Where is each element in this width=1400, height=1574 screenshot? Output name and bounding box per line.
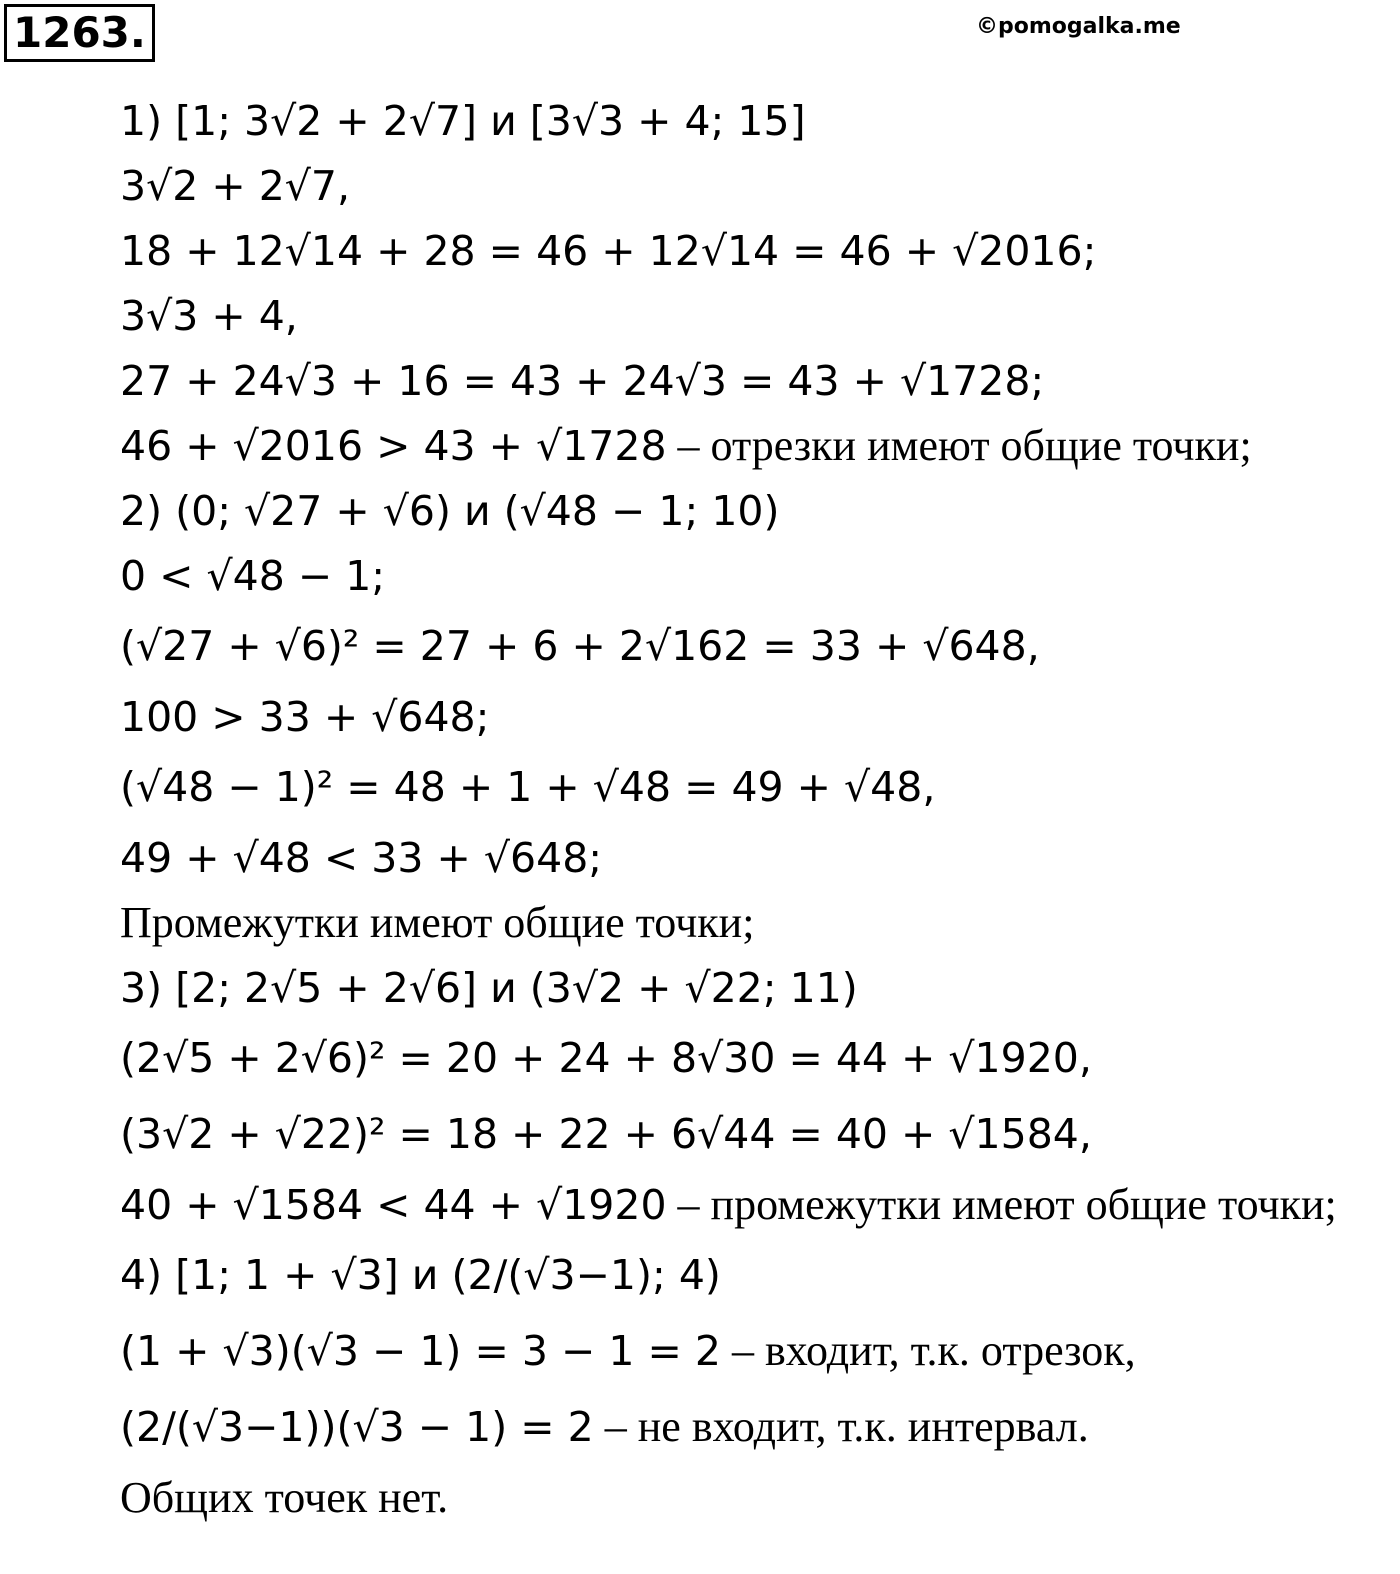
solution-line-11: (√48 − 1)² = 48 + 1 + √48 = 49 + √48, bbox=[120, 763, 936, 811]
solution-line-2: 3√2 + 2√7, bbox=[120, 162, 351, 210]
solution-content bbox=[120, 88, 1400, 1530]
solution-line-10: 100 > 33 + √648; bbox=[120, 693, 490, 741]
solution-line-6: 46 + √2016 > 43 + √1728 – отрезки имеют общие точки; bbox=[120, 421, 1252, 470]
solution-line-9: (√27 + √6)² = 27 + 6 + 2√162 = 33 + √648, bbox=[120, 622, 1040, 670]
solution-line-12: 49 + √48 < 33 + √648; bbox=[120, 834, 603, 882]
solution-line-3: 18 + 12√14 + 28 = 46 + 12√14 = 46 + √2016; bbox=[120, 227, 1097, 275]
solution-line-13: Промежутки имеют общие точки; bbox=[120, 898, 755, 947]
solution-line-19: (1 + √3)(√3 − 1) = 3 − 1 = 2 – входит, т.к. отрезок, bbox=[120, 1326, 1136, 1375]
solution-line-15: (2√5 + 2√6)² = 20 + 24 + 8√30 = 44 + √1920, bbox=[120, 1034, 1092, 1082]
watermark: ©pomogalka.me bbox=[976, 14, 1181, 39]
solution-line-5: 27 + 24√3 + 16 = 43 + 24√3 = 43 + √1728; bbox=[120, 357, 1045, 405]
solution-line-14: 3) [2; 2√5 + 2√6] и (3√2 + √22; 11) bbox=[120, 964, 858, 1012]
solution-line-18: 4) [1; 1 + √3] и (2/(√3−1); 4) bbox=[120, 1251, 721, 1299]
solution-line-21: Общих точек нет. bbox=[120, 1473, 449, 1522]
solution-line-17: 40 + √1584 < 44 + √1920 – промежутки имеют общие точки; bbox=[120, 1180, 1337, 1229]
solution-line-7: 2) (0; √27 + √6) и (√48 − 1; 10) bbox=[120, 487, 780, 535]
solution-line-16: (3√2 + √22)² = 18 + 22 + 6√44 = 40 + √1584, bbox=[120, 1110, 1092, 1158]
solution-line-20: (2/(√3−1))(√3 − 1) = 2 – не входит, т.к. интервал. bbox=[120, 1402, 1089, 1451]
solution-line-8: 0 < √48 − 1; bbox=[120, 552, 386, 600]
problem-number: 1263. bbox=[4, 4, 155, 62]
solution-line-1: 1) [1; 3√2 + 2√7] и [3√3 + 4; 15] bbox=[120, 97, 806, 145]
solution-line-4: 3√3 + 4, bbox=[120, 292, 298, 340]
